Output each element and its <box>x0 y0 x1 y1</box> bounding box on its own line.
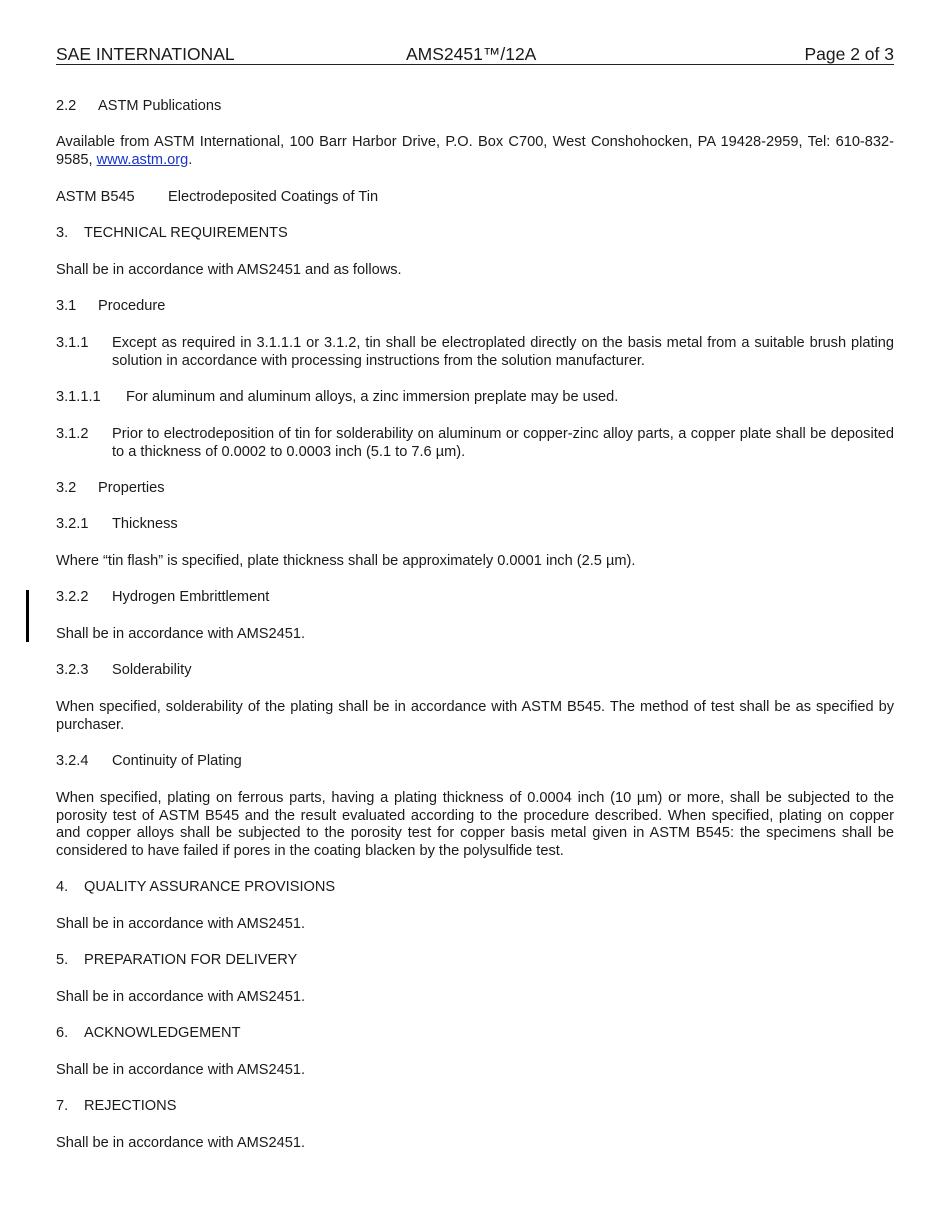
section-3-body: Shall be in accordance with AMS2451 and as follows. <box>56 262 402 278</box>
section-6-body: Shall be in accordance with AMS2451. <box>56 1062 306 1078</box>
section-5-heading: 5. PREPARATION FOR DELIVERY <box>56 952 298 968</box>
section-3-1-heading: 3.1 Procedure <box>56 298 166 314</box>
astm-availability-paragraph: Available from ASTM International, 100 Barr Harbor Drive, P.O. Box C700, West Conshohocken, PA 19428-2959, Tel: 610-832-9585, www.astm.org. <box>56 134 894 168</box>
astm-reference-entry <box>56 189 894 207</box>
astm-website-link[interactable]: www.astm.org <box>96 151 189 168</box>
section-3-2-3-body: When specified, solderability of the plating shall be in accordance with ASTM B545. The method of test shall be as specified by purchaser. <box>56 699 894 733</box>
section-3-1-1: 3.1.1 Except as required in 3.1.1.1 or 3.1.2, tin shall be electroplated directly on the basis metal from a suitable brush plating solution in accordance with processing instructions from the solution manufacturer. <box>56 335 894 369</box>
section-4-heading: 4. QUALITY ASSURANCE PROVISIONS <box>56 879 336 895</box>
section-3-2-heading: 3.2 Properties <box>56 480 165 496</box>
section-5-body: Shall be in accordance with AMS2451. <box>56 989 306 1005</box>
section-3-2-1-heading: 3.2.1 Thickness <box>56 516 178 532</box>
section-7-heading: 7. REJECTIONS <box>56 1098 177 1114</box>
section-3-2-4-body: When specified, plating on ferrous parts, having a plating thickness of 0.0004 inch (10 µm) or more, shall be subjected to the porosity test of ASTM B545 and the result evaluated according to the procedure described. When specified, plating on copper and copper alloys shall be subjected to the porosity test for copper basis metal given in ASTM B545: the specimens shall be considered to have failed if pores in the coating blacken by the polysulfide test. <box>56 790 894 860</box>
section-3-2-3-heading: 3.2.3 Solderability <box>56 662 192 678</box>
section-3-1-2: 3.1.2 Prior to electrodeposition of tin for solderability on aluminum or copper-zinc alloy parts, a copper plate shall be deposited to a thickness of 0.0002 to 0.0003 inch (5.1 to 7.6 µm). <box>56 426 894 460</box>
section-2-2-heading: 2.2 ASTM Publications <box>56 98 222 114</box>
page-header <box>56 44 894 65</box>
section-7-body: Shall be in accordance with AMS2451. <box>56 1135 306 1151</box>
section-4-body: Shall be in accordance with AMS2451. <box>56 916 306 932</box>
section-3-heading: 3. TECHNICAL REQUIREMENTS <box>56 225 288 241</box>
header-org: SAE INTERNATIONAL <box>56 44 235 64</box>
section-3-2-1-body: Where “tin flash” is specified, plate thickness shall be approximately 0.0001 inch (2.5 µm). <box>56 553 636 569</box>
section-3-1-1-1: 3.1.1.1 For aluminum and aluminum alloys, a zinc immersion preplate may be used. <box>56 389 619 405</box>
section-3-2-2-heading: 3.2.2 Hydrogen Embrittlement <box>56 589 270 605</box>
astm-reference-code: ASTM B545 <box>56 189 135 205</box>
section-3-2-4-heading: 3.2.4 Continuity of Plating <box>56 753 242 769</box>
header-doc-id: AMS2451™/12A <box>406 44 537 64</box>
section-6-heading: 6. ACKNOWLEDGEMENT <box>56 1025 241 1041</box>
header-page-number: Page 2 of 3 <box>804 44 894 64</box>
section-3-2-2-body: Shall be in accordance with AMS2451. <box>56 626 306 642</box>
astm-reference-title: Electrodeposited Coatings of Tin <box>168 189 379 205</box>
revision-change-bar <box>26 590 29 642</box>
